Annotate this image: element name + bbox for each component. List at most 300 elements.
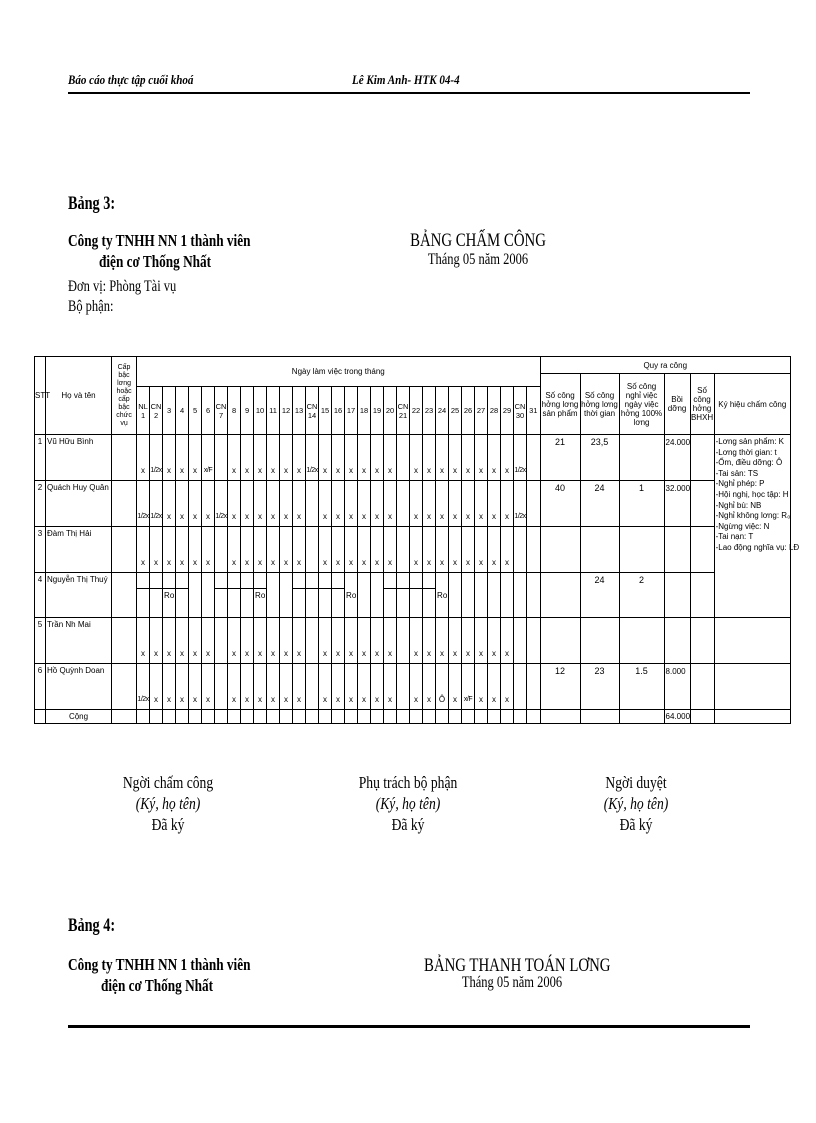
day-mark: x (319, 664, 332, 710)
day-mark: x (475, 481, 488, 527)
day-mark: x (371, 481, 384, 527)
day-cell (345, 573, 358, 618)
day-mark: x (475, 435, 488, 481)
signature-role: Ngời duyệt (605, 773, 667, 792)
day-mark: x (345, 664, 358, 710)
day-mark: x (254, 527, 267, 573)
day-cell (527, 573, 540, 618)
day-mark (527, 664, 540, 710)
row-insurance (690, 618, 714, 664)
day-cell-box (423, 575, 435, 615)
row-time: 24 (580, 573, 619, 618)
signature-hint: (Ký, họ tên) (603, 794, 669, 813)
total-day (514, 710, 527, 724)
day-cell-box (150, 575, 162, 615)
table3-company-line2: điện cơ Thống Nhất (99, 252, 212, 271)
day-cell-box (371, 575, 383, 615)
day-mark: 1/2x (150, 481, 163, 527)
day-mark: x (345, 481, 358, 527)
day-mark: x (267, 435, 280, 481)
day-mark: x (280, 481, 293, 527)
row-name: Quách Huy Quân (46, 481, 112, 527)
day-mark: x (293, 618, 306, 664)
header-name: Họ và tên (46, 357, 112, 435)
day-mark: x (423, 481, 436, 527)
day-mark: x (384, 664, 397, 710)
day-cell-box (267, 575, 279, 615)
day-cell (189, 573, 202, 618)
signature-status: Đã ký (619, 815, 653, 834)
day-cell (163, 573, 176, 618)
day-mark: 1/2x (137, 481, 150, 527)
row-product (540, 618, 580, 664)
absence-line (215, 588, 227, 589)
row-stt: 6 (35, 664, 46, 710)
day-mark: x (254, 481, 267, 527)
footer-rule (68, 1025, 750, 1028)
table3-dept: Bộ phận: (68, 298, 114, 315)
day-mark: x (488, 618, 501, 664)
day-cell (488, 573, 501, 618)
signature-status: Đã ký (151, 815, 185, 834)
legend-item: -Hội nghị, học tập: H (715, 489, 789, 499)
day-cell (150, 573, 163, 618)
day-mark: x (423, 435, 436, 481)
total-day (488, 710, 501, 724)
day-mark: x (150, 618, 163, 664)
row-product (540, 573, 580, 618)
day-mark: x (462, 618, 475, 664)
day-mark: x (137, 435, 150, 481)
row-time (580, 527, 619, 573)
day-header: 18 (358, 387, 371, 435)
day-cell-box (332, 575, 344, 615)
day-mark: x (137, 618, 150, 664)
day-header: 19 (371, 387, 384, 435)
day-header: 9 (241, 387, 254, 435)
total-time (580, 710, 619, 724)
day-mark: x (475, 618, 488, 664)
total-day (358, 710, 371, 724)
day-mark (397, 527, 410, 573)
day-mark (306, 481, 319, 527)
day-cell (449, 573, 462, 618)
day-mark: x (241, 618, 254, 664)
day-header: NL 1 (137, 387, 150, 435)
day-mark: x (410, 527, 423, 573)
day-header: 25 (449, 387, 462, 435)
row-name: Trần Nh Mai (46, 618, 112, 664)
day-mark: x (501, 618, 514, 664)
day-mark: x (488, 664, 501, 710)
day-mark: x (280, 618, 293, 664)
day-cell (176, 573, 189, 618)
day-mark: x (280, 664, 293, 710)
day-header: 28 (488, 387, 501, 435)
day-mark: x (384, 527, 397, 573)
row-leave: 2 (619, 573, 664, 618)
table4-company-line1: Công ty TNHH NN 1 thành viên (68, 955, 251, 974)
day-mark (306, 664, 319, 710)
day-mark: x (332, 527, 345, 573)
row-grade (112, 573, 137, 618)
absence-line (137, 588, 149, 589)
day-cell-box (345, 575, 357, 615)
total-day (163, 710, 176, 724)
table4-label: Bảng 4: (68, 915, 116, 936)
total-allowance: 64.000 (664, 710, 690, 724)
table-row (35, 481, 791, 527)
day-mark: x (371, 664, 384, 710)
day-cell (293, 573, 306, 618)
table4-subtitle: Tháng 05 năm 2006 (461, 974, 563, 991)
day-mark: x (163, 435, 176, 481)
header-insurance: Số công hởng BHXH (690, 374, 714, 435)
total-day (384, 710, 397, 724)
day-cell (384, 573, 397, 618)
day-header: 15 (319, 387, 332, 435)
day-mark: x (345, 527, 358, 573)
day-cell (137, 573, 150, 618)
total-day (436, 710, 449, 724)
absence-line (228, 588, 240, 589)
total-day (254, 710, 267, 724)
row-product: 21 (540, 435, 580, 481)
day-cell (267, 573, 280, 618)
day-mark: x (423, 664, 436, 710)
day-mark: x (449, 527, 462, 573)
row-name: Hồ Quỳnh Doan (46, 664, 112, 710)
day-cell (228, 573, 241, 618)
row-insurance (690, 664, 714, 710)
day-mark: x (462, 435, 475, 481)
day-mark: x (189, 435, 202, 481)
day-mark: x (202, 527, 215, 573)
day-mark: x (358, 618, 371, 664)
day-mark (527, 618, 540, 664)
total-day (397, 710, 410, 724)
legend-item: -Lao động nghĩa vụ: LĐ (715, 542, 800, 552)
day-mark: x (332, 664, 345, 710)
signature-role: Ngời chấm công (122, 773, 214, 792)
day-mark (527, 435, 540, 481)
legend-item: -Tai nạn: T (715, 532, 754, 542)
day-cell-box (202, 575, 214, 615)
day-mark (215, 527, 228, 573)
day-mark: x (475, 664, 488, 710)
row-stt: 2 (35, 481, 46, 527)
day-cell (306, 573, 319, 618)
day-mark: x (241, 664, 254, 710)
day-mark: x (449, 481, 462, 527)
day-mark: x (228, 481, 241, 527)
total-day (150, 710, 163, 724)
header-left: Báo cáo thực tập cuối khoá (68, 72, 194, 87)
day-mark: x (163, 664, 176, 710)
signature-block-approver (572, 772, 700, 835)
total-day (371, 710, 384, 724)
absence-line (306, 588, 318, 589)
day-header: 6 (202, 387, 215, 435)
day-mark: x (202, 481, 215, 527)
absence-line (384, 588, 396, 589)
day-cell-box (514, 575, 526, 615)
day-mark: x (319, 618, 332, 664)
row-insurance (690, 435, 714, 481)
row-leave (619, 618, 664, 664)
row-name: Nguyễn Thị Thuý (46, 573, 112, 618)
day-mark: x (150, 527, 163, 573)
day-mark (215, 664, 228, 710)
total-day (215, 710, 228, 724)
day-cell-box (176, 575, 188, 615)
day-mark: 1/2x (306, 435, 319, 481)
day-mark: x (189, 527, 202, 573)
legend-item: -Tai sản: TS (715, 468, 759, 478)
total-day (345, 710, 358, 724)
day-mark: x (371, 435, 384, 481)
day-cell (501, 573, 514, 618)
row-stt: 5 (35, 618, 46, 664)
day-mark (397, 481, 410, 527)
row-leave: 1 (619, 481, 664, 527)
signature-hint: (Ký, họ tên) (135, 794, 201, 813)
day-mark: x (410, 435, 423, 481)
day-mark: x (163, 481, 176, 527)
row-name: Vũ Hữu Bình (46, 435, 112, 481)
absence-line (254, 588, 266, 589)
day-mark: x (293, 664, 306, 710)
day-mark (514, 527, 527, 573)
day-header: CN 2 (150, 387, 163, 435)
day-mark: x (436, 618, 449, 664)
day-mark: x (488, 481, 501, 527)
day-header: 22 (410, 387, 423, 435)
day-mark: x (332, 435, 345, 481)
day-mark: 1/2x (514, 481, 527, 527)
day-header: CN 14 (306, 387, 319, 435)
day-header: CN 21 (397, 387, 410, 435)
row-allowance: 24.000 (664, 435, 690, 481)
header-right: Lê Kim Anh- HTK 04-4 (352, 72, 460, 87)
ro-mark: Ro (437, 591, 448, 600)
total-day (176, 710, 189, 724)
legend-item: -Lơng sản phẩm: K (715, 437, 784, 446)
day-mark: x (410, 618, 423, 664)
day-cell-box (137, 575, 149, 615)
table-row (35, 573, 791, 618)
row-allowance: 8.000 (664, 664, 690, 710)
day-mark (397, 435, 410, 481)
day-mark: 1/2x (514, 435, 527, 481)
day-mark: x (449, 664, 462, 710)
day-cell-box (254, 575, 266, 615)
total-day (241, 710, 254, 724)
table4-title: BẢNG THANH TOÁN LƠNG (424, 955, 611, 976)
row-time: 23,5 (580, 435, 619, 481)
day-mark: x (423, 527, 436, 573)
day-mark: x (137, 527, 150, 573)
total-insurance (690, 710, 714, 724)
day-mark: x (254, 435, 267, 481)
day-header: 8 (228, 387, 241, 435)
day-header: 10 (254, 387, 267, 435)
day-cell-box (436, 575, 448, 615)
day-cell-box (475, 575, 487, 615)
legend-item: -Nghỉ phép: P (715, 479, 765, 489)
total-day (293, 710, 306, 724)
total-day (228, 710, 241, 724)
absence-line (332, 588, 344, 589)
day-mark: 1/2x (150, 435, 163, 481)
row-leave (619, 435, 664, 481)
day-cell (514, 573, 527, 618)
day-cell-box (462, 575, 474, 615)
signature-status: Đã ký (391, 815, 425, 834)
total-day (410, 710, 423, 724)
absence-line (293, 588, 305, 589)
header-leave: Số công nghỉ việc ngày việc hởng 100% lơng (619, 374, 664, 435)
day-cell-box (384, 575, 396, 615)
day-mark: x (176, 435, 189, 481)
header-product: Số công hởng lơng sản phẩm (540, 374, 580, 435)
total-day (189, 710, 202, 724)
total-stt (35, 710, 46, 724)
day-header: 20 (384, 387, 397, 435)
day-mark: x (501, 435, 514, 481)
row-product (540, 527, 580, 573)
day-mark: x (293, 481, 306, 527)
day-mark: x (332, 618, 345, 664)
row-leave: 1.5 (619, 664, 664, 710)
day-mark: x (241, 527, 254, 573)
total-grade (112, 710, 137, 724)
day-header: 24 (436, 387, 449, 435)
absence-line (150, 588, 162, 589)
day-mark: x (228, 527, 241, 573)
day-mark: x (462, 527, 475, 573)
day-cell-box (280, 575, 292, 615)
day-mark: x (332, 481, 345, 527)
total-product (540, 710, 580, 724)
header-legend: Ký hiệu chấm công (714, 374, 790, 435)
header-rule (68, 92, 750, 94)
row-allowance (664, 573, 690, 618)
ro-mark: Ro (346, 591, 357, 600)
day-mark: 1/2x (137, 664, 150, 710)
absence-line (410, 588, 422, 589)
day-header: CN 7 (215, 387, 228, 435)
day-cell (475, 573, 488, 618)
signature-block-department-head (344, 772, 472, 835)
header-time: Số công hởng lơng thời gian (580, 374, 619, 435)
table-row (35, 618, 791, 664)
table3-label: Bảng 3: (68, 193, 116, 214)
day-mark: x (267, 618, 280, 664)
day-cell-box (397, 575, 409, 615)
day-header: 11 (267, 387, 280, 435)
day-mark: x (150, 664, 163, 710)
day-cell-box (501, 575, 513, 615)
day-mark: x (228, 435, 241, 481)
total-day (280, 710, 293, 724)
day-mark: x (410, 664, 423, 710)
absence-line (241, 588, 253, 589)
day-mark: x (371, 527, 384, 573)
day-mark (514, 664, 527, 710)
row-time: 23 (580, 664, 619, 710)
row-product: 12 (540, 664, 580, 710)
header-stt: STT (35, 357, 46, 435)
day-cell-box (163, 575, 175, 615)
day-mark: x (293, 527, 306, 573)
day-header: 3 (163, 387, 176, 435)
day-mark: x (501, 527, 514, 573)
total-day (423, 710, 436, 724)
day-mark: x (345, 618, 358, 664)
day-mark: x (449, 435, 462, 481)
day-cell-box (241, 575, 253, 615)
day-cell (436, 573, 449, 618)
day-cell-box (215, 575, 227, 615)
day-header: 26 (462, 387, 475, 435)
total-day (449, 710, 462, 724)
day-mark: x (189, 481, 202, 527)
day-mark: x (449, 618, 462, 664)
table-row (35, 527, 791, 573)
total-day (267, 710, 280, 724)
day-mark: x/F (202, 435, 215, 481)
table3-title: BẢNG CHẤM CÔNG (410, 230, 546, 251)
ro-mark: Ro (164, 591, 175, 600)
day-header: 4 (176, 387, 189, 435)
signature-role: Phụ trách bộ phận (358, 773, 458, 792)
day-header: 27 (475, 387, 488, 435)
header-grade: Cấp bậc lơng hoặc cấp bậc chức vụ (112, 357, 137, 435)
day-mark: x (319, 527, 332, 573)
total-label: Cộng (46, 710, 112, 724)
row-grade (112, 527, 137, 573)
day-header: 29 (501, 387, 514, 435)
day-mark (397, 664, 410, 710)
header-allowance: Bồi dỡng (664, 374, 690, 435)
attendance-table (34, 356, 800, 724)
total-day (462, 710, 475, 724)
day-mark: x (163, 527, 176, 573)
signature-hint: (Ký, họ tên) (375, 794, 441, 813)
table-row (35, 664, 791, 710)
day-cell (410, 573, 423, 618)
day-mark: Ô (436, 664, 449, 710)
day-cell (358, 573, 371, 618)
day-mark (306, 618, 319, 664)
day-mark: x/F (462, 664, 475, 710)
day-mark: x (280, 435, 293, 481)
ro-mark: Ro (255, 591, 266, 600)
day-mark: x (488, 435, 501, 481)
day-header: 12 (280, 387, 293, 435)
total-leave (619, 710, 664, 724)
day-header: 13 (293, 387, 306, 435)
absence-line (319, 588, 331, 589)
row-time: 24 (580, 481, 619, 527)
day-cell-box (319, 575, 331, 615)
legend-cell (714, 435, 800, 618)
day-mark: x (202, 618, 215, 664)
row-name: Đàm Thị Hải (46, 527, 112, 573)
row-grade (112, 435, 137, 481)
day-mark (514, 618, 527, 664)
